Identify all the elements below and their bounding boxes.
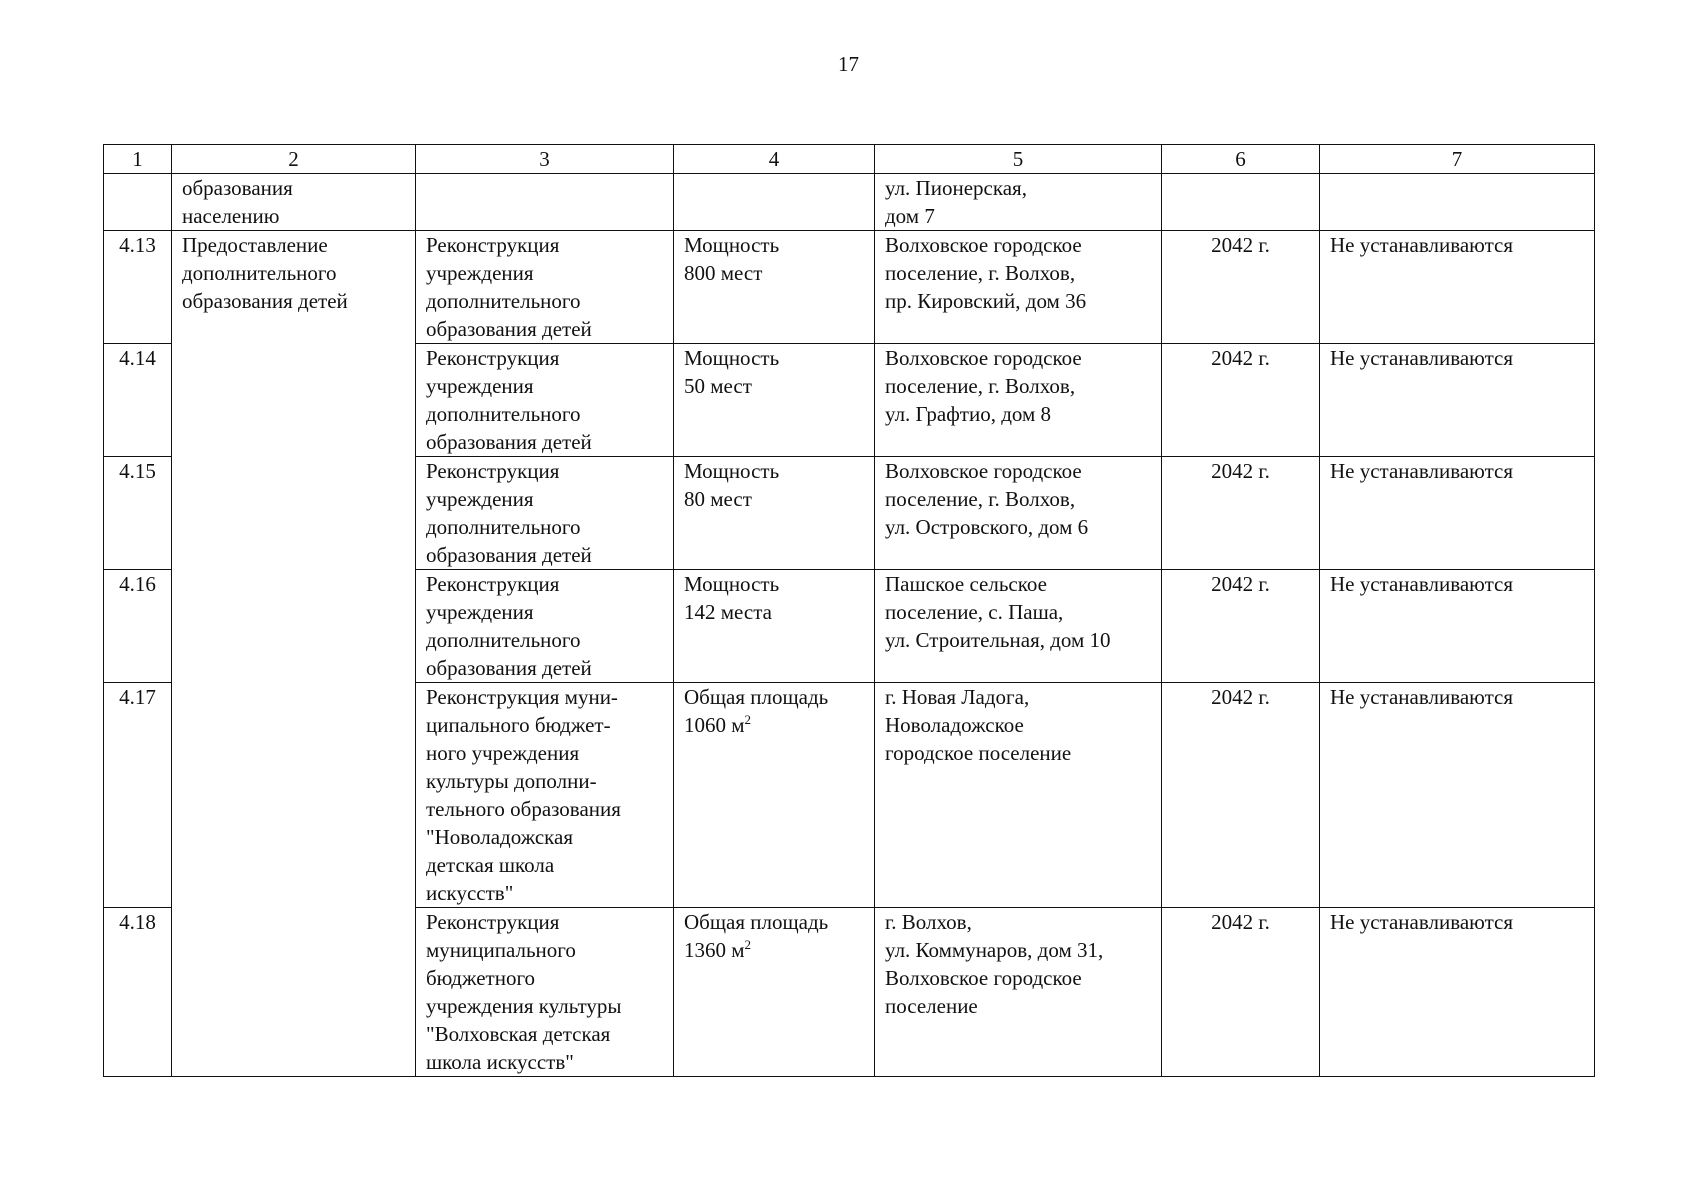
column-number-row: [104, 145, 1595, 174]
zones-cell: Не устанавливаются: [1320, 231, 1595, 344]
row-number-cell: 4.16: [104, 570, 172, 683]
object-cell: Реконструкция учреждения дополнительного образования детей: [416, 570, 674, 683]
year-cell: 2042 г.: [1162, 457, 1320, 570]
address-cell: г. Волхов, ул. Коммунаров, дом 31, Волховское городское поселение: [875, 908, 1162, 1077]
unit-exponent: 2: [744, 937, 752, 952]
column-number: 7: [1320, 145, 1595, 174]
object-cell: Реконструкция учреждения дополнительного образования детей: [416, 344, 674, 457]
zones-cell: Не устанавливаются: [1320, 683, 1595, 908]
zones-cell: [1320, 174, 1595, 231]
zones-cell: Не устанавливаются: [1320, 457, 1595, 570]
capacity-value: 1360 м: [684, 938, 745, 962]
continuation-row: [104, 174, 1595, 231]
planned-objects-table: [103, 144, 1595, 1077]
address-cell: Волховское городское поселение, г. Волхов, ул. Островского, дом 6: [875, 457, 1162, 570]
zones-cell: Не устанавливаются: [1320, 570, 1595, 683]
column-number: 5: [875, 145, 1162, 174]
capacity-cell: [674, 174, 875, 231]
address-cell: Пашское сельское поселение, с. Паша, ул. Строительная, дом 10: [875, 570, 1162, 683]
row-number-cell: [104, 174, 172, 231]
capacity-cell: Мощность 50 мест: [674, 344, 875, 457]
capacity-value: 1060 м: [684, 713, 745, 737]
object-cell: Реконструкция учреждения дополнительного образования детей: [416, 231, 674, 344]
object-cell: Реконструкция учреждения дополнительного образования детей: [416, 457, 674, 570]
row-number-cell: 4.17: [104, 683, 172, 908]
year-cell: 2042 г.: [1162, 683, 1320, 908]
capacity-label: Общая площадь: [684, 910, 829, 934]
purpose-cell: Предоставление дополнительного образования детей: [172, 231, 416, 1077]
column-number: 6: [1162, 145, 1320, 174]
object-cell: Реконструкция муни- ципального бюджет- ного учреждения культуры дополни- тельного образования "Новоладожская детская школа искусств": [416, 683, 674, 908]
capacity-cell: [674, 683, 875, 908]
year-cell: 2042 г.: [1162, 570, 1320, 683]
address-cell: ул. Пионерская, дом 7: [875, 174, 1162, 231]
table-row: [104, 231, 1595, 344]
capacity-cell: Мощность 800 мест: [674, 231, 875, 344]
row-number-cell: 4.14: [104, 344, 172, 457]
object-cell: [416, 174, 674, 231]
address-cell: Волховское городское поселение, г. Волхов, ул. Графтио, дом 8: [875, 344, 1162, 457]
column-number: 4: [674, 145, 875, 174]
year-cell: 2042 г.: [1162, 231, 1320, 344]
unit-exponent: 2: [744, 712, 752, 727]
year-cell: 2042 г.: [1162, 344, 1320, 457]
year-cell: [1162, 174, 1320, 231]
row-number-cell: 4.18: [104, 908, 172, 1077]
column-number: 1: [104, 145, 172, 174]
capacity-label: Общая площадь: [684, 685, 829, 709]
address-cell: Волховское городское поселение, г. Волхов, пр. Кировский, дом 36: [875, 231, 1162, 344]
capacity-cell: [674, 908, 875, 1077]
zones-cell: Не устанавливаются: [1320, 908, 1595, 1077]
address-cell: г. Новая Ладога, Новоладожское городское поселение: [875, 683, 1162, 908]
row-number-cell: 4.13: [104, 231, 172, 344]
zones-cell: Не устанавливаются: [1320, 344, 1595, 457]
purpose-cell: образования населению: [172, 174, 416, 231]
row-number-cell: 4.15: [104, 457, 172, 570]
column-number: 3: [416, 145, 674, 174]
capacity-cell: Мощность 142 места: [674, 570, 875, 683]
column-number: 2: [172, 145, 416, 174]
year-cell: 2042 г.: [1162, 908, 1320, 1077]
page-number: 17: [838, 52, 859, 76]
capacity-cell: Мощность 80 мест: [674, 457, 875, 570]
object-cell: Реконструкция муниципального бюджетного учреждения культуры "Волховская детская школа искусств": [416, 908, 674, 1077]
